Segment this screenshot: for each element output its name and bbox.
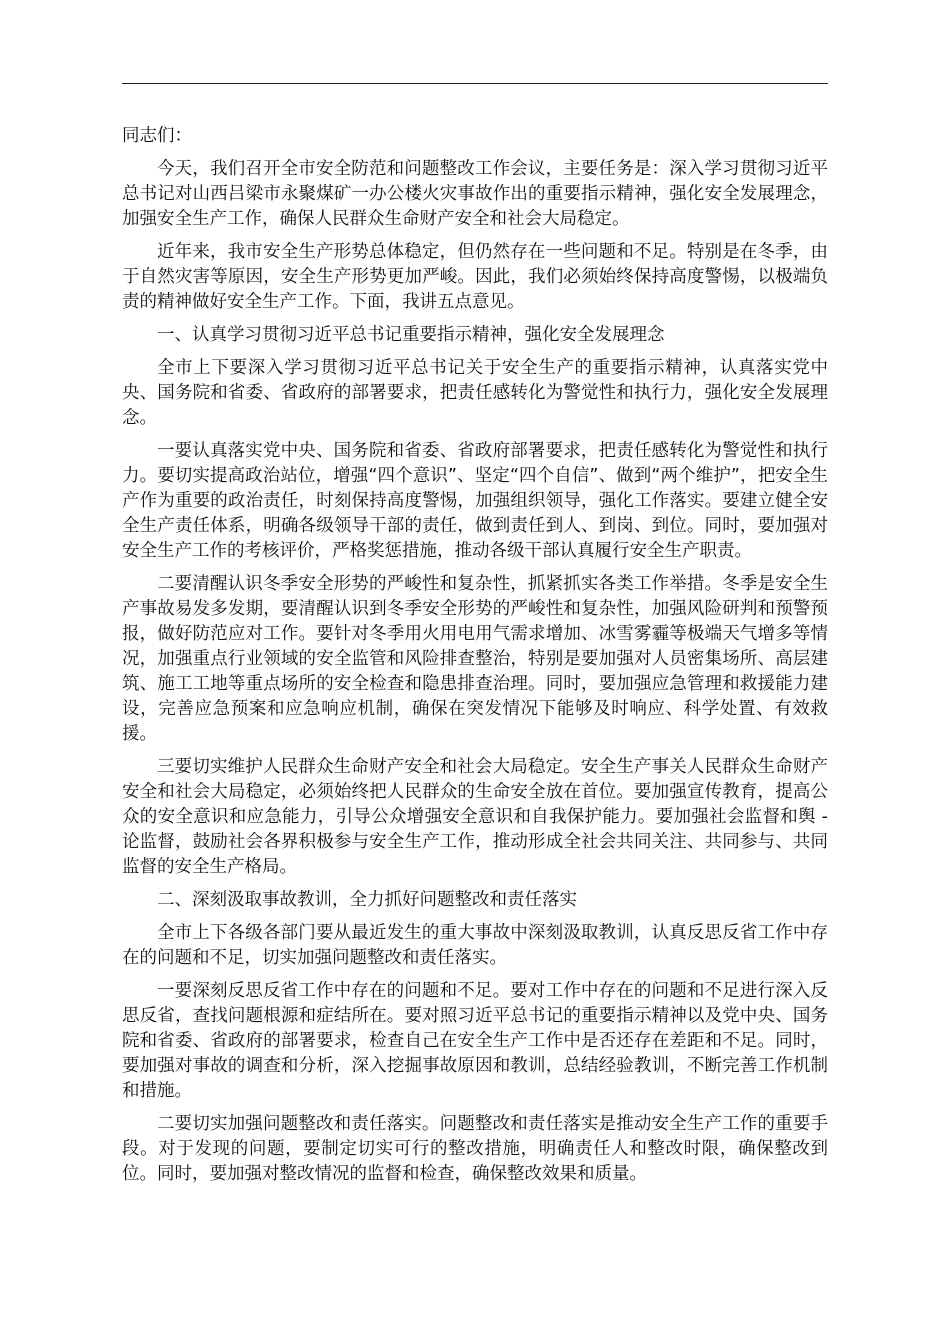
paragraph-section-2-point-2: 二要切实加强问题整改和责任落实。问题整改和责任落实是推动安全生产工作的重要手段。对于发现的问题，要制定切实可行的整改措施，明确责任人和整改时限，确保整改到位。同时，要加强对整改情况的监督和检查，确保整改效果和质量。 (122, 1114, 828, 1184)
paragraph-section-1-intro: 全市上下要深入学习贯彻习近平总书记关于安全生产的重要指示精神，认真落实党中央、国务院和省委、省政府的部署要求，把责任感转化为警觉性和执行力，强化安全发展理念。 (122, 358, 828, 428)
document-body (122, 124, 828, 1187)
paragraph-section-2-intro: 全市上下各级各部门要从最近发生的重大事故中深刻汲取教训，认真反思反省工作中存在的问题和不足，切实加强问题整改和责任落实。 (122, 923, 828, 968)
section-heading-1: 一、认真学习贯彻习近平总书记重要指示精神，强化安全发展理念 (157, 325, 665, 345)
section-heading-2: 二、深刻汲取事故教训，全力抓好问题整改和责任落实 (157, 890, 577, 910)
paragraph-section-1-point-3: 三要切实维护人民群众生命财产安全和社会大局稳定。安全生产事关人民群众生命财产安全和社会大局稳定，必须始终把人民群众的生命安全放在首位。要加强宣传教育，提高公众的安全意识和应急能力，引导公众增强安全意识和自我保护能力。要加强社会监督和舆 - 论监督，鼓励社会各界积极参与安全生产工作，推动形成全社会共同关注、共同参与、共同监督的安全生产格局。 (122, 757, 828, 877)
paragraph-intro: 今天，我们召开全市安全防范和问题整改工作会议，主要任务是：深入学习贯彻习近平总书记对山西吕梁市永聚煤矿一办公楼火灾事故作出的重要指示精神，强化安全发展理念，加强安全生产工作，确保人民群众生命财产安全和社会大局稳定。 (122, 159, 828, 229)
paragraph-section-1-point-2: 二要清醒认识冬季安全形势的严峻性和复杂性，抓紧抓实各类工作举措。冬季是安全生产事故易发多发期，要清醒认识到冬季安全形势的严峻性和复杂性，加强风险研判和预警预报，做好防范应对工作。要针对冬季用火用电用气需求增加、冰雪雾霾等极端天气增多等情况，加强重点行业领域的安全监管和风险排查整治，特别是要加强对人员密集场所、高层建筑、施工工地等重点场所的安全检查和隐患排查治理。同时，要加强应急管理和救援能力建设，完善应急预案和应急响应机制，确保在突发情况下能够及时响应、科学处置、有效救援。 (122, 574, 828, 744)
paragraph-section-1-point-1: 一要认真落实党中央、国务院和省委、省政府部署要求，把责任感转化为警觉性和执行力。要切实提高政治站位，增强“四个意识”、坚定“四个自信”、做到“两个维护”，把安全生产作为重要的政治责任，时刻保持高度警惕，加强组织领导，强化工作落实。要建立健全安全生产责任体系，明确各级领导干部的责任，做到责任到人、到岗、到位。同时，要加强对安全生产工作的考核评价，严格奖惩措施，推动各级干部认真履行安全生产职责。 (122, 441, 828, 561)
header-rule (122, 83, 828, 84)
paragraph-section-2-point-1: 一要深刻反思反省工作中存在的问题和不足。要对工作中存在的问题和不足进行深入反思反省，查找问题根源和症结所在。要对照习近平总书记的重要指示精神以及党中央、国务院和省委、省政府的部署要求，检查自己在安全生产工作中是否还存在差距和不足。同时，要加强对事故的调查和分析，深入挖掘事故原因和教训，总结经验教训，不断完善工作机制和措施。 (122, 981, 828, 1101)
paragraph-situation: 近年来，我市安全生产形势总体稳定，但仍然存在一些问题和不足。特别是在冬季，由于自然灾害等原因，安全生产形势更加严峻。因此，我们必须始终保持高度警惕，以极端负责的精神做好安全生产工作。下面，我讲五点意见。 (122, 242, 828, 312)
salutation: 同志们： (122, 126, 192, 146)
